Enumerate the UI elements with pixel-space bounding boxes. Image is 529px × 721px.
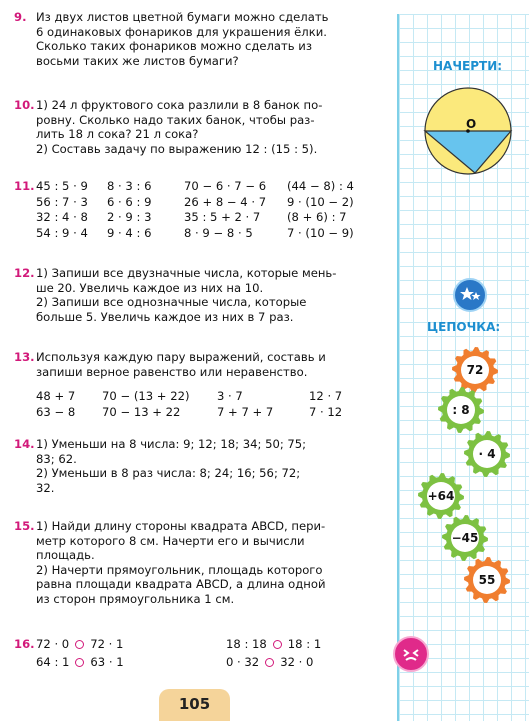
problem-number: 16. bbox=[14, 637, 35, 651]
left-expression: 18 : 18 bbox=[226, 637, 267, 651]
problem-16 bbox=[14, 637, 374, 670]
gear-label: +64 bbox=[427, 489, 455, 503]
text-line: больше 5. Увеличь каждое из них в 7 раз. bbox=[36, 309, 294, 324]
center-label: O bbox=[466, 117, 477, 131]
problem-12 bbox=[14, 266, 374, 324]
left-expression: 0 · 32 bbox=[226, 654, 260, 669]
left-expression: 72 · 0 bbox=[36, 637, 70, 651]
left-expression: 64 : 1 bbox=[36, 654, 70, 669]
expression: 6 · 6 : 9 bbox=[107, 194, 152, 209]
expression: 8 · 9 − 8 · 5 bbox=[184, 225, 253, 240]
problem-number: 9. bbox=[14, 10, 27, 24]
gear-icon bbox=[441, 514, 489, 562]
stars-badge-icon bbox=[453, 278, 487, 312]
gear-label: −45 bbox=[451, 531, 479, 545]
text-line: ровну. Сколько надо таких банок, чтобы раз- bbox=[36, 112, 315, 127]
expression: 7 + 7 + 7 bbox=[217, 404, 274, 419]
circle-triangle-drawing bbox=[423, 86, 513, 176]
right-expression: 63 · 1 bbox=[90, 654, 124, 669]
face-badge-icon bbox=[393, 636, 429, 672]
right-expression: 72 · 1 bbox=[90, 637, 124, 651]
expression: (8 + 6) : 7 bbox=[287, 210, 347, 225]
expression: 54 : 9 · 4 bbox=[36, 225, 88, 240]
gear-label: 72 bbox=[466, 363, 484, 377]
sidebar-grid-panel bbox=[397, 14, 529, 721]
expression: 70 − (13 + 22) bbox=[102, 389, 190, 404]
text-line: 2) Начерти прямоугольник, площадь которого bbox=[36, 562, 323, 577]
expression: 12 · 7 bbox=[309, 389, 343, 404]
right-expression: 18 : 1 bbox=[287, 637, 322, 651]
problem-number: 15. bbox=[14, 519, 35, 533]
expression: 48 + 7 bbox=[36, 389, 76, 404]
gear-label: 55 bbox=[478, 573, 496, 587]
expression: 2 · 9 : 3 bbox=[107, 210, 152, 225]
comparison-pair bbox=[36, 637, 226, 653]
expression: (44 − 8) : 4 bbox=[287, 179, 354, 193]
problem-11 bbox=[14, 179, 374, 241]
text-line: 1) 24 л фруктового сока разлили в 8 банок по- bbox=[36, 98, 323, 112]
expression: 70 − 13 + 22 bbox=[102, 404, 181, 419]
text-line: 2) Составь задачу по выражению 12 : (15 : 5). bbox=[36, 141, 318, 156]
text-line: Используя каждую пару выражений, составь и bbox=[36, 350, 326, 364]
gear-icon bbox=[463, 430, 511, 478]
problem-number: 12. bbox=[14, 266, 35, 280]
problem-number: 14. bbox=[14, 437, 35, 451]
expression: 8 · 3 : 6 bbox=[107, 179, 152, 193]
problem-9 bbox=[14, 10, 374, 68]
compare-circle-icon bbox=[75, 658, 84, 667]
text-line: лить 18 л сока? 21 л сока? bbox=[36, 127, 199, 142]
expression: 35 : 5 + 2 · 7 bbox=[184, 210, 261, 225]
problem-number: 13. bbox=[14, 350, 35, 364]
expression-pairs bbox=[36, 389, 374, 420]
expression: 7 · (10 − 9) bbox=[287, 225, 354, 240]
text-line: 2) Запиши все однозначные числа, которые bbox=[36, 295, 307, 310]
gear-icon bbox=[417, 472, 465, 520]
text-line: из сторон прямоугольника 1 см. bbox=[36, 591, 235, 606]
comparison-pair bbox=[226, 637, 396, 653]
text-line: равна площади квадрата ABCD, а длина одной bbox=[36, 577, 326, 592]
problem-10 bbox=[14, 98, 374, 156]
comparison-pair bbox=[226, 655, 396, 671]
text-line: метр которого 8 см. Начерти его и вычисли bbox=[36, 533, 305, 548]
text-line: 1) Запиши все двузначные числа, которые мень- bbox=[36, 266, 337, 280]
expression-grid bbox=[36, 179, 374, 241]
draw-title: НАЧЕРТИ: bbox=[433, 59, 503, 73]
text-line: площадь. bbox=[36, 548, 95, 563]
text-line: 1) Найди длину стороны квадрата ABCD, пери- bbox=[36, 519, 326, 533]
text-line: Из двух листов цветной бумаги можно сделать bbox=[36, 10, 329, 24]
gear-icon bbox=[463, 556, 511, 604]
text-line: 2) Уменьши в 8 раз числа: 8; 24; 16; 56; 72; bbox=[36, 466, 301, 481]
expression: 56 : 7 · 3 bbox=[36, 194, 88, 209]
problem-13 bbox=[14, 350, 374, 420]
text-line: 83; 62. bbox=[36, 451, 77, 466]
compare-circle-icon bbox=[273, 640, 282, 649]
gear-label: · 4 bbox=[478, 447, 496, 461]
expression: 7 · 12 bbox=[309, 404, 343, 419]
text-line: ше 20. Увеличь каждое из них на 10. bbox=[36, 280, 264, 295]
problem-15 bbox=[14, 519, 374, 607]
text-line: запиши верное равенство или неравенство. bbox=[36, 364, 308, 379]
compare-circle-icon bbox=[75, 640, 84, 649]
expression: 9 · (10 − 2) bbox=[287, 194, 354, 209]
problem-number: 11. bbox=[14, 179, 35, 193]
gear-icon bbox=[437, 386, 485, 434]
comparison-pair bbox=[36, 655, 226, 671]
comparison-grid bbox=[36, 637, 374, 670]
expression: 3 · 7 bbox=[217, 389, 243, 404]
text-line: 1) Уменьши на 8 числа: 9; 12; 18; 34; 50; 75; bbox=[36, 437, 307, 451]
text-line: 32. bbox=[36, 480, 55, 495]
expression: 9 · 4 : 6 bbox=[107, 225, 152, 240]
expression: 32 : 4 · 8 bbox=[36, 210, 88, 225]
expression: 63 − 8 bbox=[36, 404, 76, 419]
text-line: Сколько таких фонариков можно сделать из bbox=[36, 39, 313, 54]
chain-title: ЦЕПОЧКА: bbox=[427, 320, 501, 334]
compare-circle-icon bbox=[265, 658, 274, 667]
problem-number: 10. bbox=[14, 98, 35, 112]
page-number: 105 bbox=[159, 689, 230, 721]
gear-label: : 8 bbox=[452, 403, 470, 417]
expression: 26 + 8 − 4 · 7 bbox=[184, 194, 267, 209]
right-expression: 32 · 0 bbox=[280, 654, 314, 669]
expression: 70 − 6 · 7 − 6 bbox=[184, 179, 267, 193]
expression: 45 : 5 · 9 bbox=[36, 179, 88, 193]
problem-14 bbox=[14, 437, 374, 495]
text-line: восьми таких же листов бумаги? bbox=[36, 53, 239, 68]
text-line: 6 одинаковых фонариков для украшения ёлки. bbox=[36, 24, 327, 39]
